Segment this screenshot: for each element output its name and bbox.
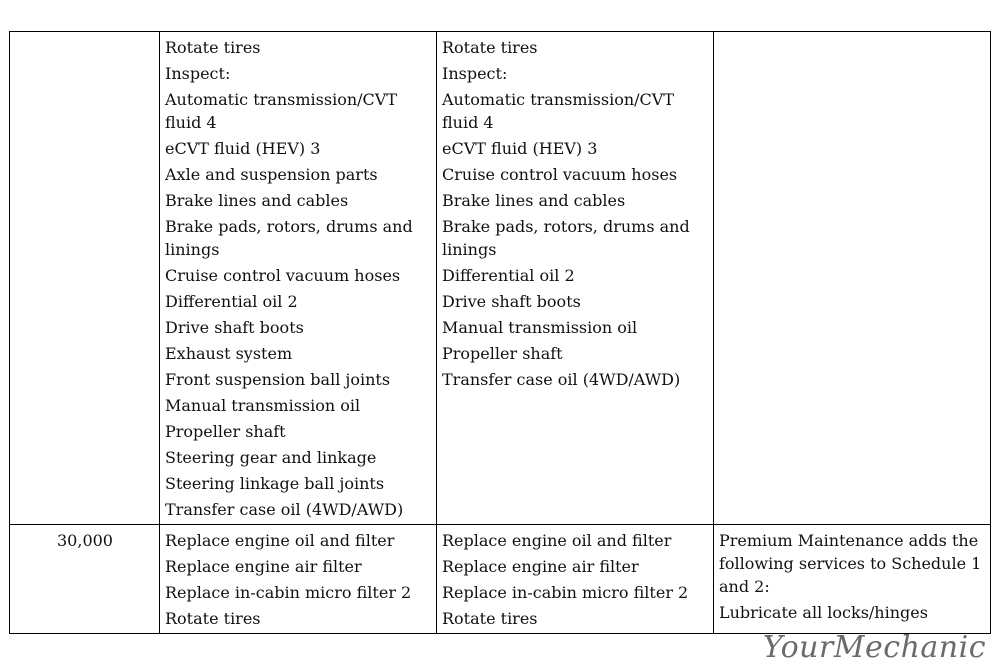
severe-services-cell	[437, 32, 714, 525]
service-item: Propeller shaft	[165, 422, 286, 441]
service-item: Differential oil 2	[442, 266, 575, 285]
service-item: Differential oil 2	[165, 292, 298, 311]
service-item: Transfer case oil (4WD/AWD)	[442, 370, 681, 389]
service-item: Cruise control vacuum hoses	[442, 165, 678, 184]
service-item: Brake lines and cables	[165, 191, 349, 210]
service-item: Rotate tires	[165, 38, 261, 57]
service-item: Replace engine air filter	[165, 557, 362, 576]
service-item: Premium Maintenance adds the following services to Schedule 1 and 2:	[719, 531, 982, 596]
service-item: Replace engine oil and filter	[442, 531, 672, 550]
premium-services-cell	[714, 525, 991, 634]
premium-services-cell	[714, 32, 991, 525]
normal-services-cell	[160, 32, 437, 525]
yourmechanic-logo: YourMechanic	[762, 630, 986, 665]
service-item: Drive shaft boots	[165, 318, 304, 337]
service-item: Inspect:	[442, 64, 508, 83]
service-item: Exhaust system	[165, 344, 293, 363]
service-item: Propeller shaft	[442, 344, 563, 363]
service-item: Axle and suspension parts	[165, 165, 378, 184]
service-item: Rotate tires	[165, 609, 261, 628]
service-item: Replace engine air filter	[442, 557, 639, 576]
service-item: Replace in-cabin micro filter 2	[165, 583, 412, 602]
service-item: Steering linkage ball joints	[165, 474, 385, 493]
maintenance-schedule-table	[9, 31, 991, 634]
service-item: Rotate tires	[442, 609, 538, 628]
service-item: Drive shaft boots	[442, 292, 581, 311]
service-item: Replace engine oil and filter	[165, 531, 395, 550]
mileage-cell: 30,000	[10, 525, 160, 634]
service-item: Cruise control vacuum hoses	[165, 266, 401, 285]
table-row	[10, 525, 991, 634]
service-item: eCVT fluid (HEV) 3	[442, 139, 598, 158]
service-item: Brake pads, rotors, drums and linings	[442, 217, 690, 259]
service-item: Lubricate all locks/hinges	[719, 603, 928, 622]
table-row	[10, 32, 991, 525]
service-item: Transfer case oil (4WD/AWD)	[165, 500, 404, 519]
service-item: Brake lines and cables	[442, 191, 626, 210]
service-item: Automatic transmission/CVT fluid 4	[442, 90, 674, 132]
service-item: Steering gear and linkage	[165, 448, 377, 467]
service-item: Rotate tires	[442, 38, 538, 57]
mileage-cell	[10, 32, 160, 525]
service-item: eCVT fluid (HEV) 3	[165, 139, 321, 158]
service-item: Manual transmission oil	[165, 396, 361, 415]
service-item: Front suspension ball joints	[165, 370, 391, 389]
severe-services-cell	[437, 525, 714, 634]
normal-services-cell	[160, 525, 437, 634]
service-item: Automatic transmission/CVT fluid 4	[165, 90, 397, 132]
service-item: Replace in-cabin micro filter 2	[442, 583, 689, 602]
service-item: Brake pads, rotors, drums and linings	[165, 217, 413, 259]
service-item: Manual transmission oil	[442, 318, 638, 337]
service-item: Inspect:	[165, 64, 231, 83]
